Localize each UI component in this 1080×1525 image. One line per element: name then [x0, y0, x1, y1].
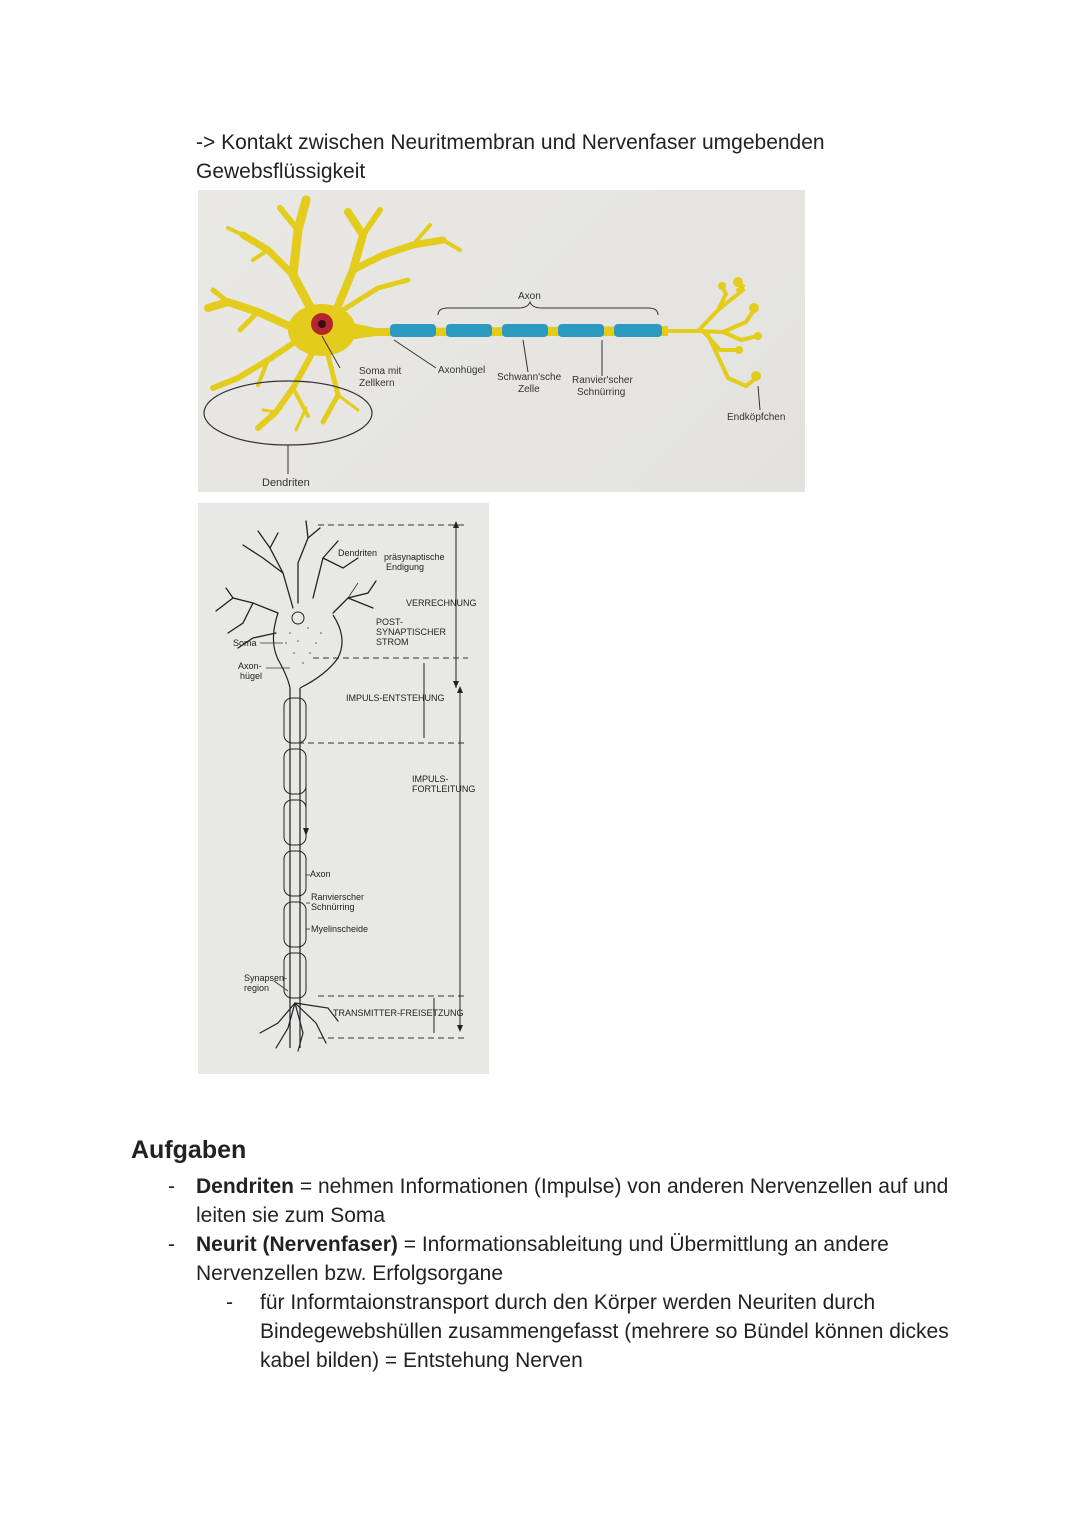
list-item-neurit	[160, 1230, 960, 1375]
list-item-nerven: - für Informtaionstransport durch den Körper werden Neuriten durch Bindegewebshüllen zusammengefasst (mehrere so Bündel können dickes kabel bilden) = Entstehung Nerven	[196, 1288, 960, 1375]
desc-neurit: = Informationsableitung und Übermittlung an andere Nervenzellen bzw. Erfolgsorgane	[196, 1233, 889, 1285]
list-item-dendriten	[160, 1172, 960, 1230]
term-neurit: Neurit (Nervenfaser)	[196, 1233, 398, 1256]
label-axon: Axon	[518, 291, 541, 302]
label-praesynaptische-endigung: präsynaptische Endigung	[384, 552, 445, 572]
label-postsynaptischer-strom: POST-SYNAPTISCHER STROM	[376, 617, 447, 647]
schematic-dendrites	[216, 521, 376, 648]
label-schwannsche-zelle: Schwann'sche Zelle	[497, 372, 562, 395]
synapse-terminals	[260, 1003, 338, 1051]
label-impuls-fortleitung: IMPULS-FORTLEITUNG	[412, 774, 476, 794]
neuron-schematic-figure	[198, 503, 489, 1074]
axon-terminals	[664, 282, 758, 386]
label-ranvierscher-schnuerring: Ranvier'scher Schnürring	[572, 375, 633, 398]
label-dendriten: Dendriten	[262, 477, 310, 489]
neuron-color-drawing	[198, 190, 805, 492]
neuron-schematic-drawing	[198, 503, 489, 1074]
label-axon: Axon	[310, 869, 331, 879]
label-synapsenregion: Synapsen-region	[244, 973, 288, 993]
label-ranvierscher-schnuerring: Ranvierscher Schnürring	[311, 892, 365, 912]
label-endkoepfchen: Endköpfchen	[727, 412, 786, 423]
neurit-sublist	[196, 1288, 960, 1375]
aufgaben-list	[160, 1172, 960, 1375]
label-impuls-entstehung: IMPULS-ENTSTEHUNG	[346, 693, 445, 703]
myelin-segments	[390, 324, 662, 337]
desc-dendriten: = nehmen Informationen (Impulse) von anderen Nervenzellen auf und leiten sie zum Soma	[196, 1175, 949, 1227]
label-soma-mit-zellkern: Soma mit Zellkern	[359, 366, 402, 389]
label-verrechnung: VERRECHNUNG	[406, 598, 477, 608]
neuron-color-figure	[198, 190, 805, 492]
term-dendriten: Dendriten	[196, 1175, 295, 1198]
label-transmitter-freisetzung: TRANSMITTER-FREISETZUNG	[333, 1008, 464, 1018]
intro-text: -> Kontakt zwischen Neuritmembran und Nervenfaser umgebenden Gewebsflüssigkeit	[196, 131, 825, 183]
label-dendriten: Dendriten	[338, 548, 378, 558]
label-myelinscheide: Myelinscheide	[311, 924, 369, 934]
label-axonhuegel: Axon-hügel	[238, 661, 263, 681]
label-axonhuegel: Axonhügel	[438, 365, 486, 376]
label-soma: Soma	[233, 638, 257, 648]
axon-outline	[290, 688, 300, 1048]
aufgaben-heading: Aufgaben	[131, 1136, 247, 1164]
